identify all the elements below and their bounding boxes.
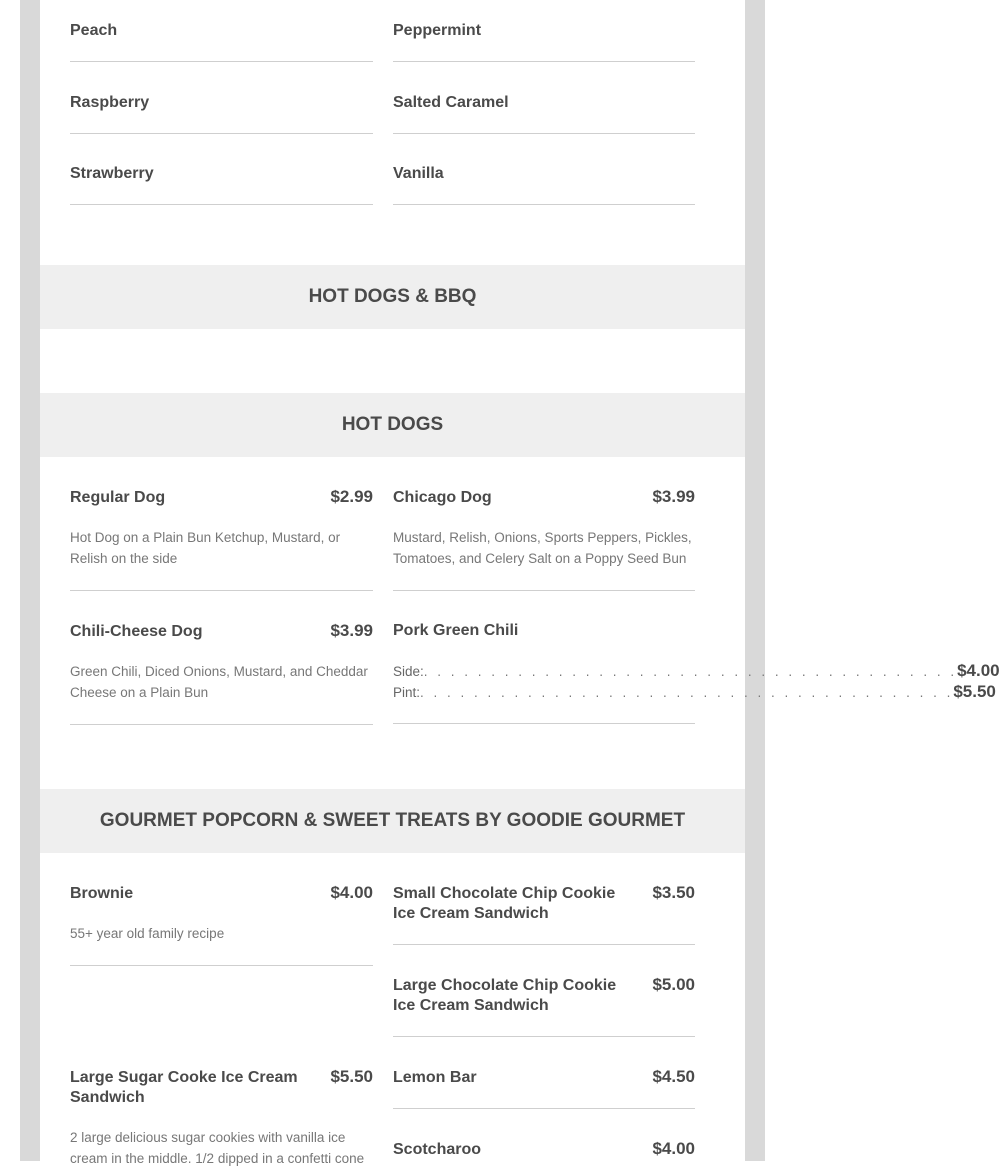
flavor-item <box>393 143 695 205</box>
flavor-name: Strawberry <box>70 165 154 182</box>
dot-leader: . . . . . . . . . . . . . . . . . . . . . . . . . . . . . . . . . . . . . . . . <box>420 685 954 700</box>
flavor-item <box>70 143 373 205</box>
item-price: $3.99 <box>652 487 695 506</box>
size-option-row <box>393 661 1000 682</box>
section-heading-hotdogs: HOT DOGS <box>40 393 745 457</box>
item-price: $4.00 <box>330 883 373 902</box>
flavor-item <box>70 72 373 134</box>
item-price: $4.00 <box>652 1139 695 1158</box>
flavor-item <box>393 0 695 62</box>
item-name: Large Sugar Cooke Ice Cream Sandwich <box>70 1069 298 1106</box>
menu-item-brownie <box>70 884 373 966</box>
item-name: Pork Green Chili <box>393 622 519 639</box>
menu-item-large-sugar-sandwich <box>70 1067 373 1166</box>
size-option-row <box>393 682 996 703</box>
item-name: Brownie <box>70 885 134 902</box>
item-description: 2 large delicious sugar cookies with vanilla ice cream in the middle. 1/2 dipped in a confetti cone <box>70 1130 365 1166</box>
flavor-name: Peppermint <box>393 22 482 39</box>
item-name: Chicago Dog <box>393 489 492 506</box>
menu-item-chili-cheese-dog <box>70 622 373 725</box>
size-price: $4.00 <box>957 661 1000 680</box>
flavor-name: Peach <box>70 22 118 39</box>
menu-item-chicago-dog <box>393 488 695 591</box>
item-name: Chili-Cheese Dog <box>70 623 203 640</box>
item-price: $2.99 <box>330 487 373 506</box>
flavor-name: Vanilla <box>393 165 444 182</box>
size-price: $5.50 <box>953 682 996 701</box>
dot-leader: . . . . . . . . . . . . . . . . . . . . . . . . . . . . . . . . . . . . . . . . <box>423 664 958 679</box>
menu-item-pork-green-chili <box>393 621 1000 724</box>
item-price: $4.50 <box>652 1067 695 1086</box>
item-price: $3.50 <box>652 883 695 902</box>
flavor-name: Salted Caramel <box>393 94 509 111</box>
item-name: Regular Dog <box>70 489 166 506</box>
menu-item-small-cookie-sandwich <box>393 884 695 945</box>
item-price: $5.50 <box>330 1067 373 1086</box>
item-description: Hot Dog on a Plain Bun Ketchup, Mustard, or Relish on the side <box>70 530 341 566</box>
menu-item-large-cookie-sandwich <box>393 976 695 1037</box>
item-description: 55+ year old family recipe <box>70 926 225 941</box>
item-description: Green Chili, Diced Onions, Mustard, and Cheddar Cheese on a Plain Bun <box>70 664 368 700</box>
item-price: $3.99 <box>330 621 373 640</box>
flavor-name: Raspberry <box>70 94 150 111</box>
size-label: Pint: <box>393 685 421 700</box>
item-name: Lemon Bar <box>393 1069 477 1086</box>
size-label: Side: <box>393 664 424 679</box>
section-heading-hotdogs-bbq: HOT DOGS & BBQ <box>40 265 745 329</box>
menu-item-regular-dog <box>70 488 373 591</box>
item-name: Large Chocolate Chip Cookie Ice Cream Sandwich <box>393 977 617 1014</box>
menu-item-lemon-bar <box>393 1068 695 1109</box>
flavor-item <box>70 0 373 62</box>
item-name: Small Chocolate Chip Cookie Ice Cream Sandwich <box>393 885 616 922</box>
item-name: Scotcharoo <box>393 1141 482 1158</box>
section-heading-gourmet: GOURMET POPCORN & SWEET TREATS BY GOODIE GOURMET <box>40 789 745 853</box>
flavor-item <box>393 72 695 134</box>
item-description: Mustard, Relish, Onions, Sports Peppers, Pickles, Tomatoes, and Celery Salt on a Poppy Seed Bun <box>393 530 692 566</box>
menu-item-scotcharoo <box>393 1140 695 1161</box>
item-price: $5.00 <box>652 975 695 994</box>
